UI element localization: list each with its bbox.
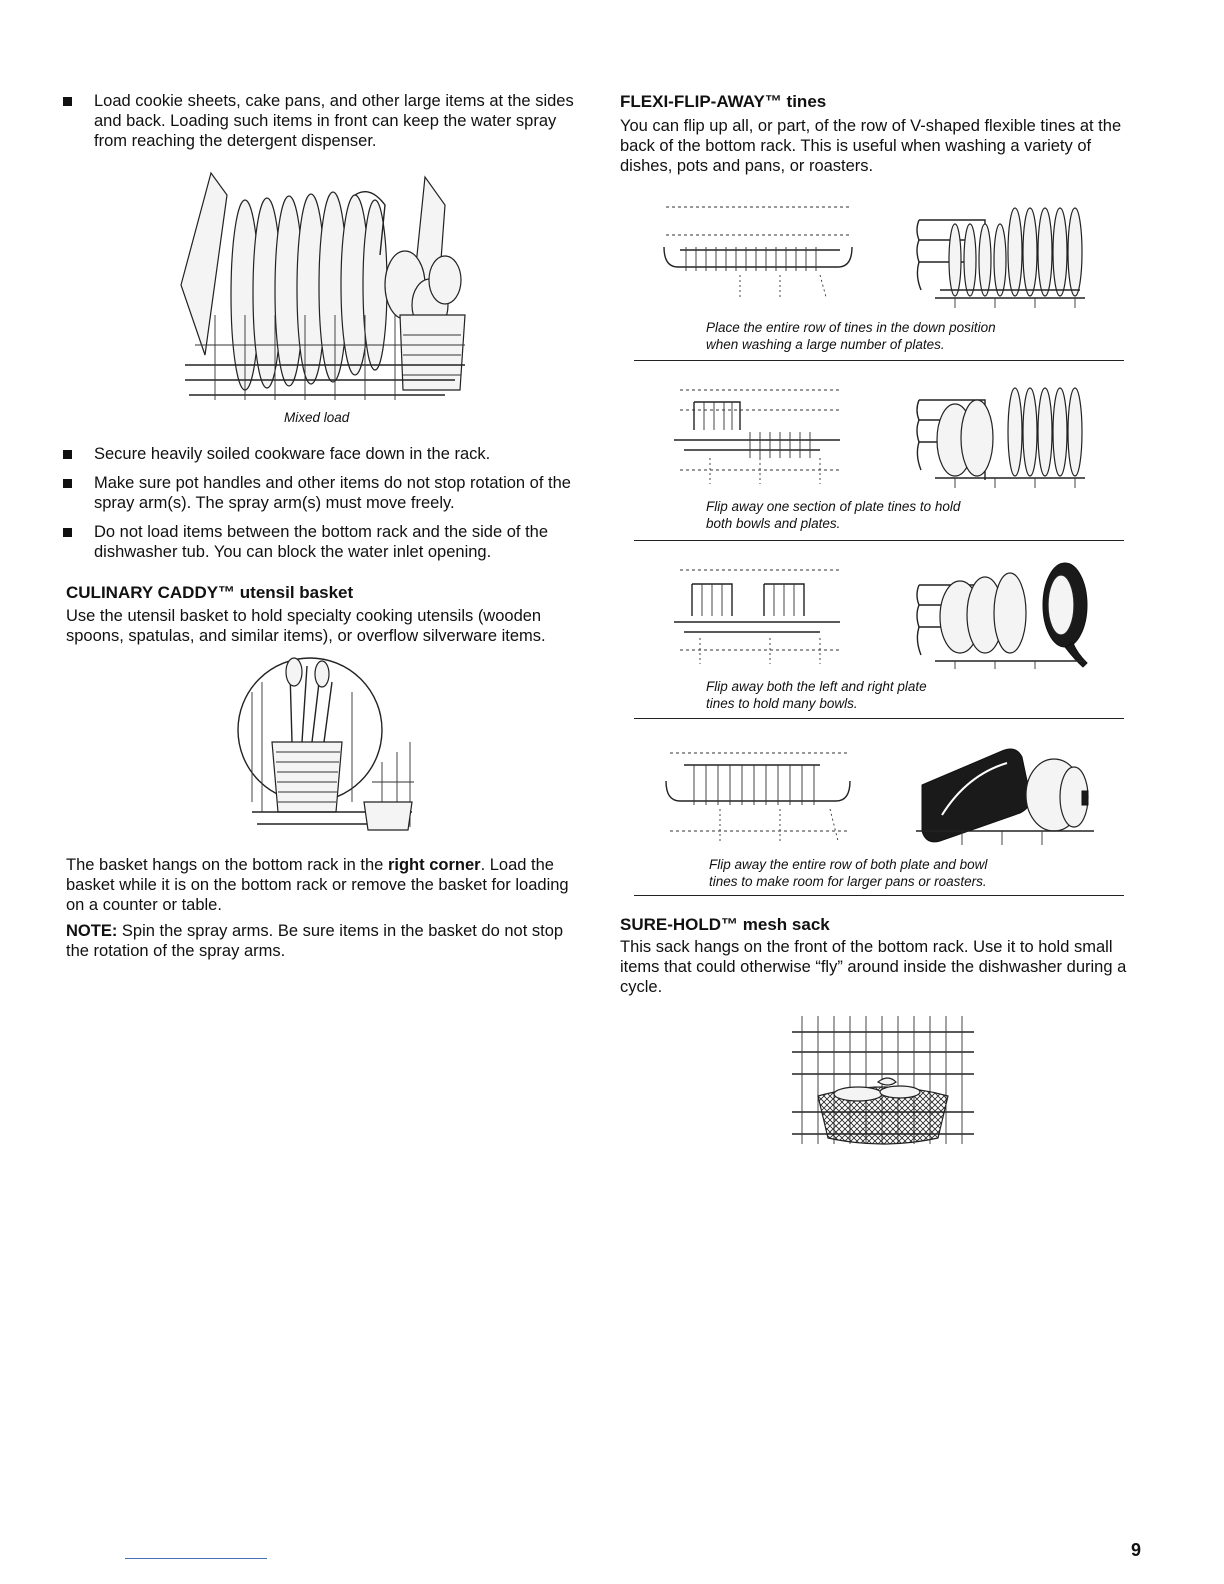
note-paragraph: NOTE: Spin the spray arms. Be sure items in the basket do not stop the rotation of the spray arms. (66, 922, 564, 960)
both-sections-flipped-side-view (915, 555, 1095, 670)
note-label: NOTE: (66, 922, 118, 940)
caddy-heading: CULINARY CADDY™ utensil basket (66, 583, 354, 602)
bullet-marker (63, 97, 72, 106)
utensil-basket-illustration (232, 652, 422, 834)
fig1-caption-line1: Place the entire row of tines in the down position (706, 320, 996, 335)
one-section-flipped-side-view (915, 380, 1090, 485)
fig2-caption-line2: both bowls and plates. (706, 516, 841, 531)
flexi-heading: FLEXI-FLIP-AWAY™ tines (620, 92, 827, 111)
bullet-heavily-soiled: Secure heavily soiled cookware face down in the rack. (94, 445, 491, 463)
section-divider (634, 718, 1124, 719)
bullet-bottom-rack: Do not load items between the bottom rack and the side of the dishwasher tub. You can block the water inlet opening. (94, 523, 549, 561)
footer-rule (125, 1558, 267, 1559)
fig4-caption-line2: tines to make room for larger pans or roasters. (709, 874, 987, 889)
basket-description: The basket hangs on the bottom rack in the right corner. Load the basket while it is on the bottom rack or remove the basket for loading on a counter or table. (66, 856, 569, 914)
bullet-pot-handles: Make sure pot handles and other items do not stop rotation of the spray arm(s). The spray arm(s) must move freely. (94, 474, 571, 512)
mixed-load-caption: Mixed load (284, 410, 350, 425)
fig3-caption-line2: tines to hold many bowls. (706, 696, 858, 711)
fig3-caption-line1: Flip away both the left and right plate (706, 679, 927, 694)
basket-right-corner: right corner (387, 856, 481, 874)
page-number: 9 (1131, 1540, 1142, 1560)
bullet-cookie-sheets: Load cookie sheets, cake pans, and other large items at the sides and back. Loading such items in front can keep the water spray from reaching the detergent dispenser. (94, 92, 574, 150)
fig4-caption-line1: Flip away the entire row of both plate and bowl (709, 857, 988, 872)
section-divider (634, 895, 1124, 896)
bullet-marker (63, 450, 72, 459)
bullet-marker (63, 479, 72, 488)
fig1-caption-line2: when washing a large number of plates. (706, 337, 945, 352)
entire-row-flipped-top-view (660, 745, 860, 845)
both-sections-flipped-top-view (670, 560, 845, 670)
section-divider (634, 540, 1124, 541)
tines-down-top-view (660, 195, 860, 300)
one-section-flipped-top-view (670, 380, 845, 490)
sure-hold-heading: SURE-HOLD™ mesh sack (620, 915, 830, 934)
entire-row-flipped-side-view (912, 745, 1097, 845)
mesh-sack-illustration (788, 1012, 978, 1147)
fig2-caption-line1: Flip away one section of plate tines to hold (706, 499, 961, 514)
tines-down-side-view (915, 200, 1090, 305)
mixed-load-illustration (175, 165, 485, 405)
section-divider (634, 360, 1124, 361)
caddy-description: Use the utensil basket to hold specialty cooking utensils (wooden spoons, spatulas, and similar items), or overflow silverware items. (66, 607, 546, 645)
bullet-marker (63, 528, 72, 537)
sure-hold-description: This sack hangs on the front of the bottom rack. Use it to hold small items that could otherwise “fly” around inside the dishwasher during a cycle. (620, 938, 1127, 996)
flexi-description: You can flip up all, or part, of the row of V-shaped flexible tines at the back of the bottom rack. This is useful when washing a variety of dishes, pots and pans, or roasters. (620, 117, 1122, 175)
